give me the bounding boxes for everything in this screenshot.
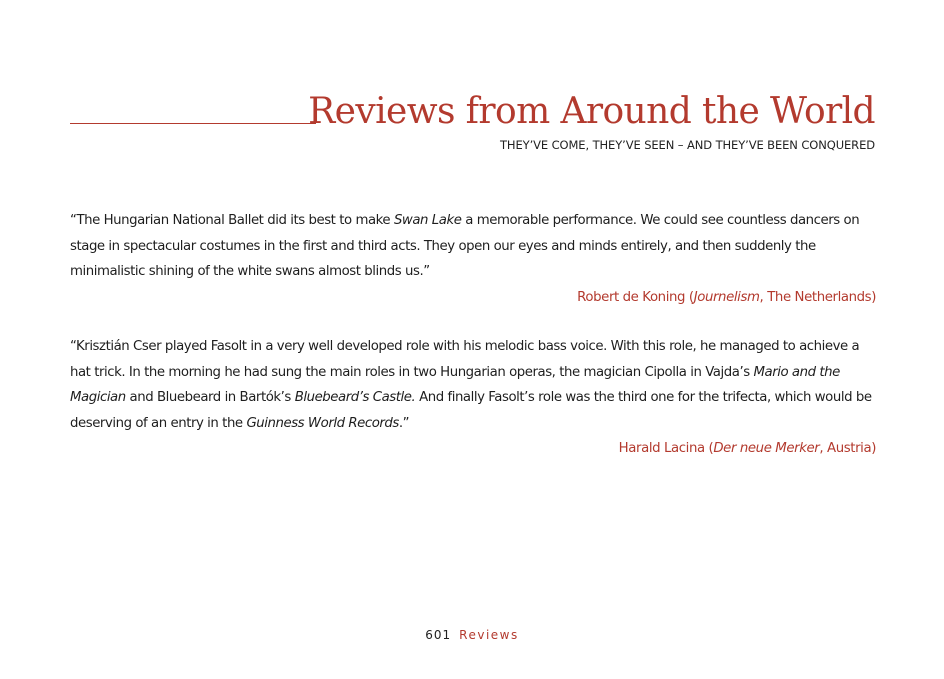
reviewer-country: , Austria) [819,441,876,456]
reviewer-name: Harald Lacina ( [618,441,714,456]
quote-title-italic: Mario and the Magician [70,364,840,405]
page-subtitle: THEY’VE COME, THEY’VE SEEN – AND THEY’VE BEEN CONQUERED [500,138,875,152]
title-rule [70,123,316,124]
review-quote [70,334,876,436]
quote-title-italic: Swan Lake [393,213,462,228]
page-number: 601 [425,628,452,642]
quote-title-italic: Bluebeard’s Castle. [294,390,416,405]
page-footer [0,625,944,645]
footer-section-name: Reviews [459,628,519,642]
quote-text: “Krisztián Cser played Fasolt in a very well developed role with his melodic bass voice. With this role, he managed to achieve a hat trick. In the morning he had sung the main roles in two Hungarian operas, the magician Cipolla in Vajda’s [70,339,860,380]
publication-name: Der neue Merker [713,441,820,456]
page-title: Reviews from Around the World [308,91,875,132]
review-attribution [70,436,876,462]
quote-text: and Bluebeard in Bartók’s [125,390,295,405]
publication-name: Journelism [693,289,760,305]
quote-title-italic: Guinness World Records [246,415,399,431]
review-quote [70,208,876,285]
quote-text: .” [398,415,410,431]
quote-text: And finally Fasolt’s role was the third one for the trifecta, which would be deserving of an entry in the [70,390,872,431]
reviewer-name: Robert de Koning ( [577,289,694,305]
reviewer-country: , The Netherlands) [759,289,876,305]
quote-text: a memorable performance. We could see countless dancers on stage in spectacular costumes in the first and third acts. They open our eyes and minds entirely, and then suddenly the minimalistic shining of the white swans almost blinds us.” [70,213,860,279]
review-block [70,208,876,310]
review-block [70,334,876,462]
review-attribution [70,285,876,311]
quote-text: “The Hungarian National Ballet did its best to make [70,213,394,228]
